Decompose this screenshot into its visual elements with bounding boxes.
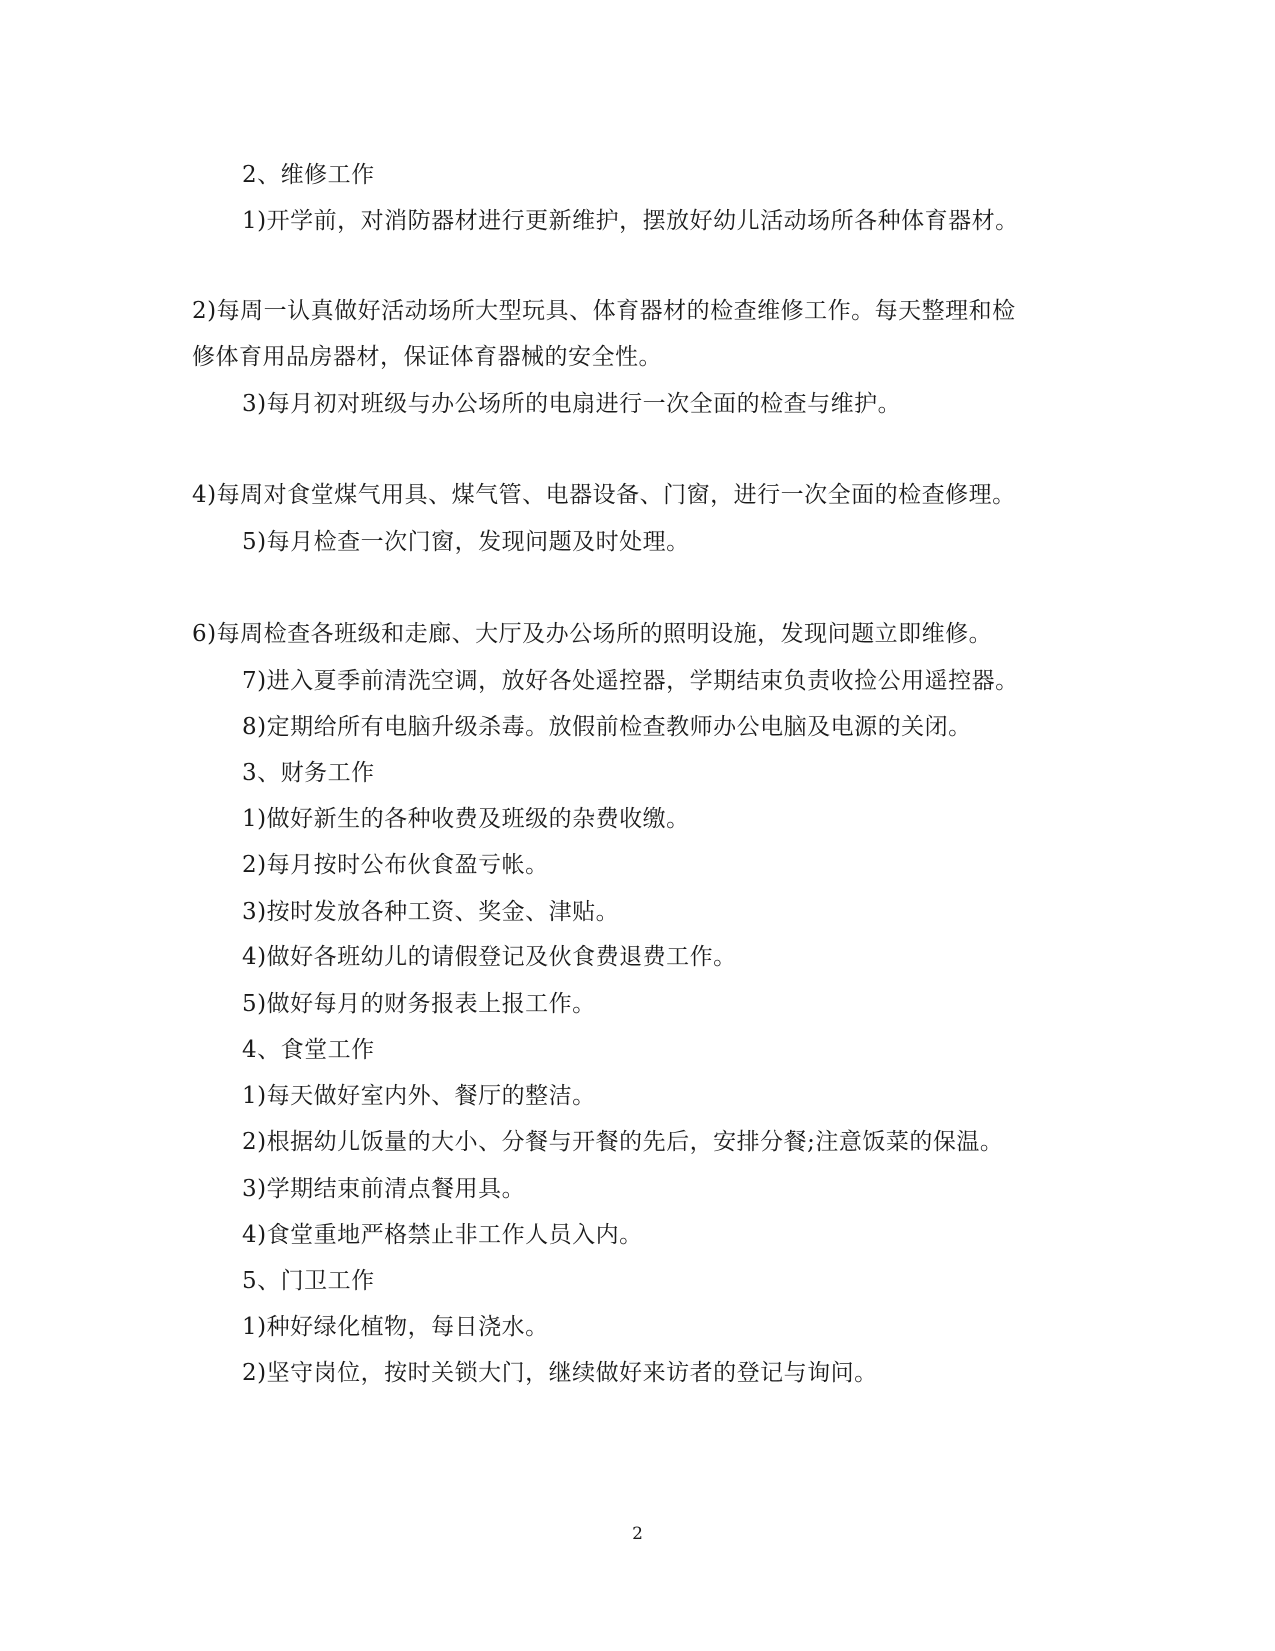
- paragraph-line: 4)做好各班幼儿的请假登记及伙食费退费工作。: [242, 944, 737, 970]
- page-number: 2: [632, 1524, 643, 1544]
- section-heading-finance: 3、财务工作: [242, 760, 375, 786]
- paragraph-line: 3)每月初对班级与办公场所的电扇进行一次全面的检查与维护。: [242, 391, 902, 417]
- section-heading-maintenance: 2、维修工作: [242, 162, 375, 188]
- paragraph-line: 1)种好绿化植物，每日浇水。: [242, 1314, 549, 1340]
- paragraph-line: 2)根据幼儿饭量的大小、分餐与开餐的先后，安排分餐;注意饭菜的保温。: [242, 1129, 1004, 1155]
- section-heading-gatekeeping: 5、门卫工作: [242, 1268, 375, 1294]
- paragraph-line: 2)每月按时公布伙食盈亏帐。: [242, 852, 549, 878]
- paragraph-line: 3)学期结束前清点餐用具。: [242, 1176, 526, 1202]
- paragraph-line: 5)每月检查一次门窗，发现问题及时处理。: [242, 529, 690, 555]
- paragraph-line: 5)做好每月的财务报表上报工作。: [242, 991, 596, 1017]
- paragraph-line: 4)每周对食堂煤气用具、煤气管、电器设备、门窗，进行一次全面的检查修理。: [192, 482, 1016, 508]
- paragraph-line: 2)坚守岗位，按时关锁大门，继续做好来访者的登记与询问。: [242, 1360, 878, 1386]
- paragraph-line: 8)定期给所有电脑升级杀毒。放假前检查教师办公电脑及电源的关闭。: [242, 714, 972, 740]
- paragraph-line: 1)开学前，对消防器材进行更新维护，摆放好幼儿活动场所各种体育器材。: [242, 208, 1019, 234]
- section-heading-canteen: 4、食堂工作: [242, 1037, 375, 1063]
- paragraph-line: 7)进入夏季前清洗空调，放好各处遥控器，学期结束负责收捡公用遥控器。: [242, 668, 1019, 694]
- paragraph-line: 6)每周检查各班级和走廊、大厅及办公场所的照明设施，发现问题立即维修。: [192, 621, 993, 647]
- paragraph-line: 1)做好新生的各种收费及班级的杂费收缴。: [242, 806, 690, 832]
- paragraph-line: 1)每天做好室内外、餐厅的整洁。: [242, 1083, 596, 1109]
- paragraph-line: 2)每周一认真做好活动场所大型玩具、体育器材的检查维修工作。每天整理和检: [192, 298, 1016, 324]
- paragraph-line: 3)按时发放各种工资、奖金、津贴。: [242, 899, 620, 925]
- paragraph-line: 修体育用品房器材，保证体育器械的安全性。: [192, 344, 662, 370]
- paragraph-line: 4)食堂重地严格禁止非工作人员入内。: [242, 1222, 643, 1248]
